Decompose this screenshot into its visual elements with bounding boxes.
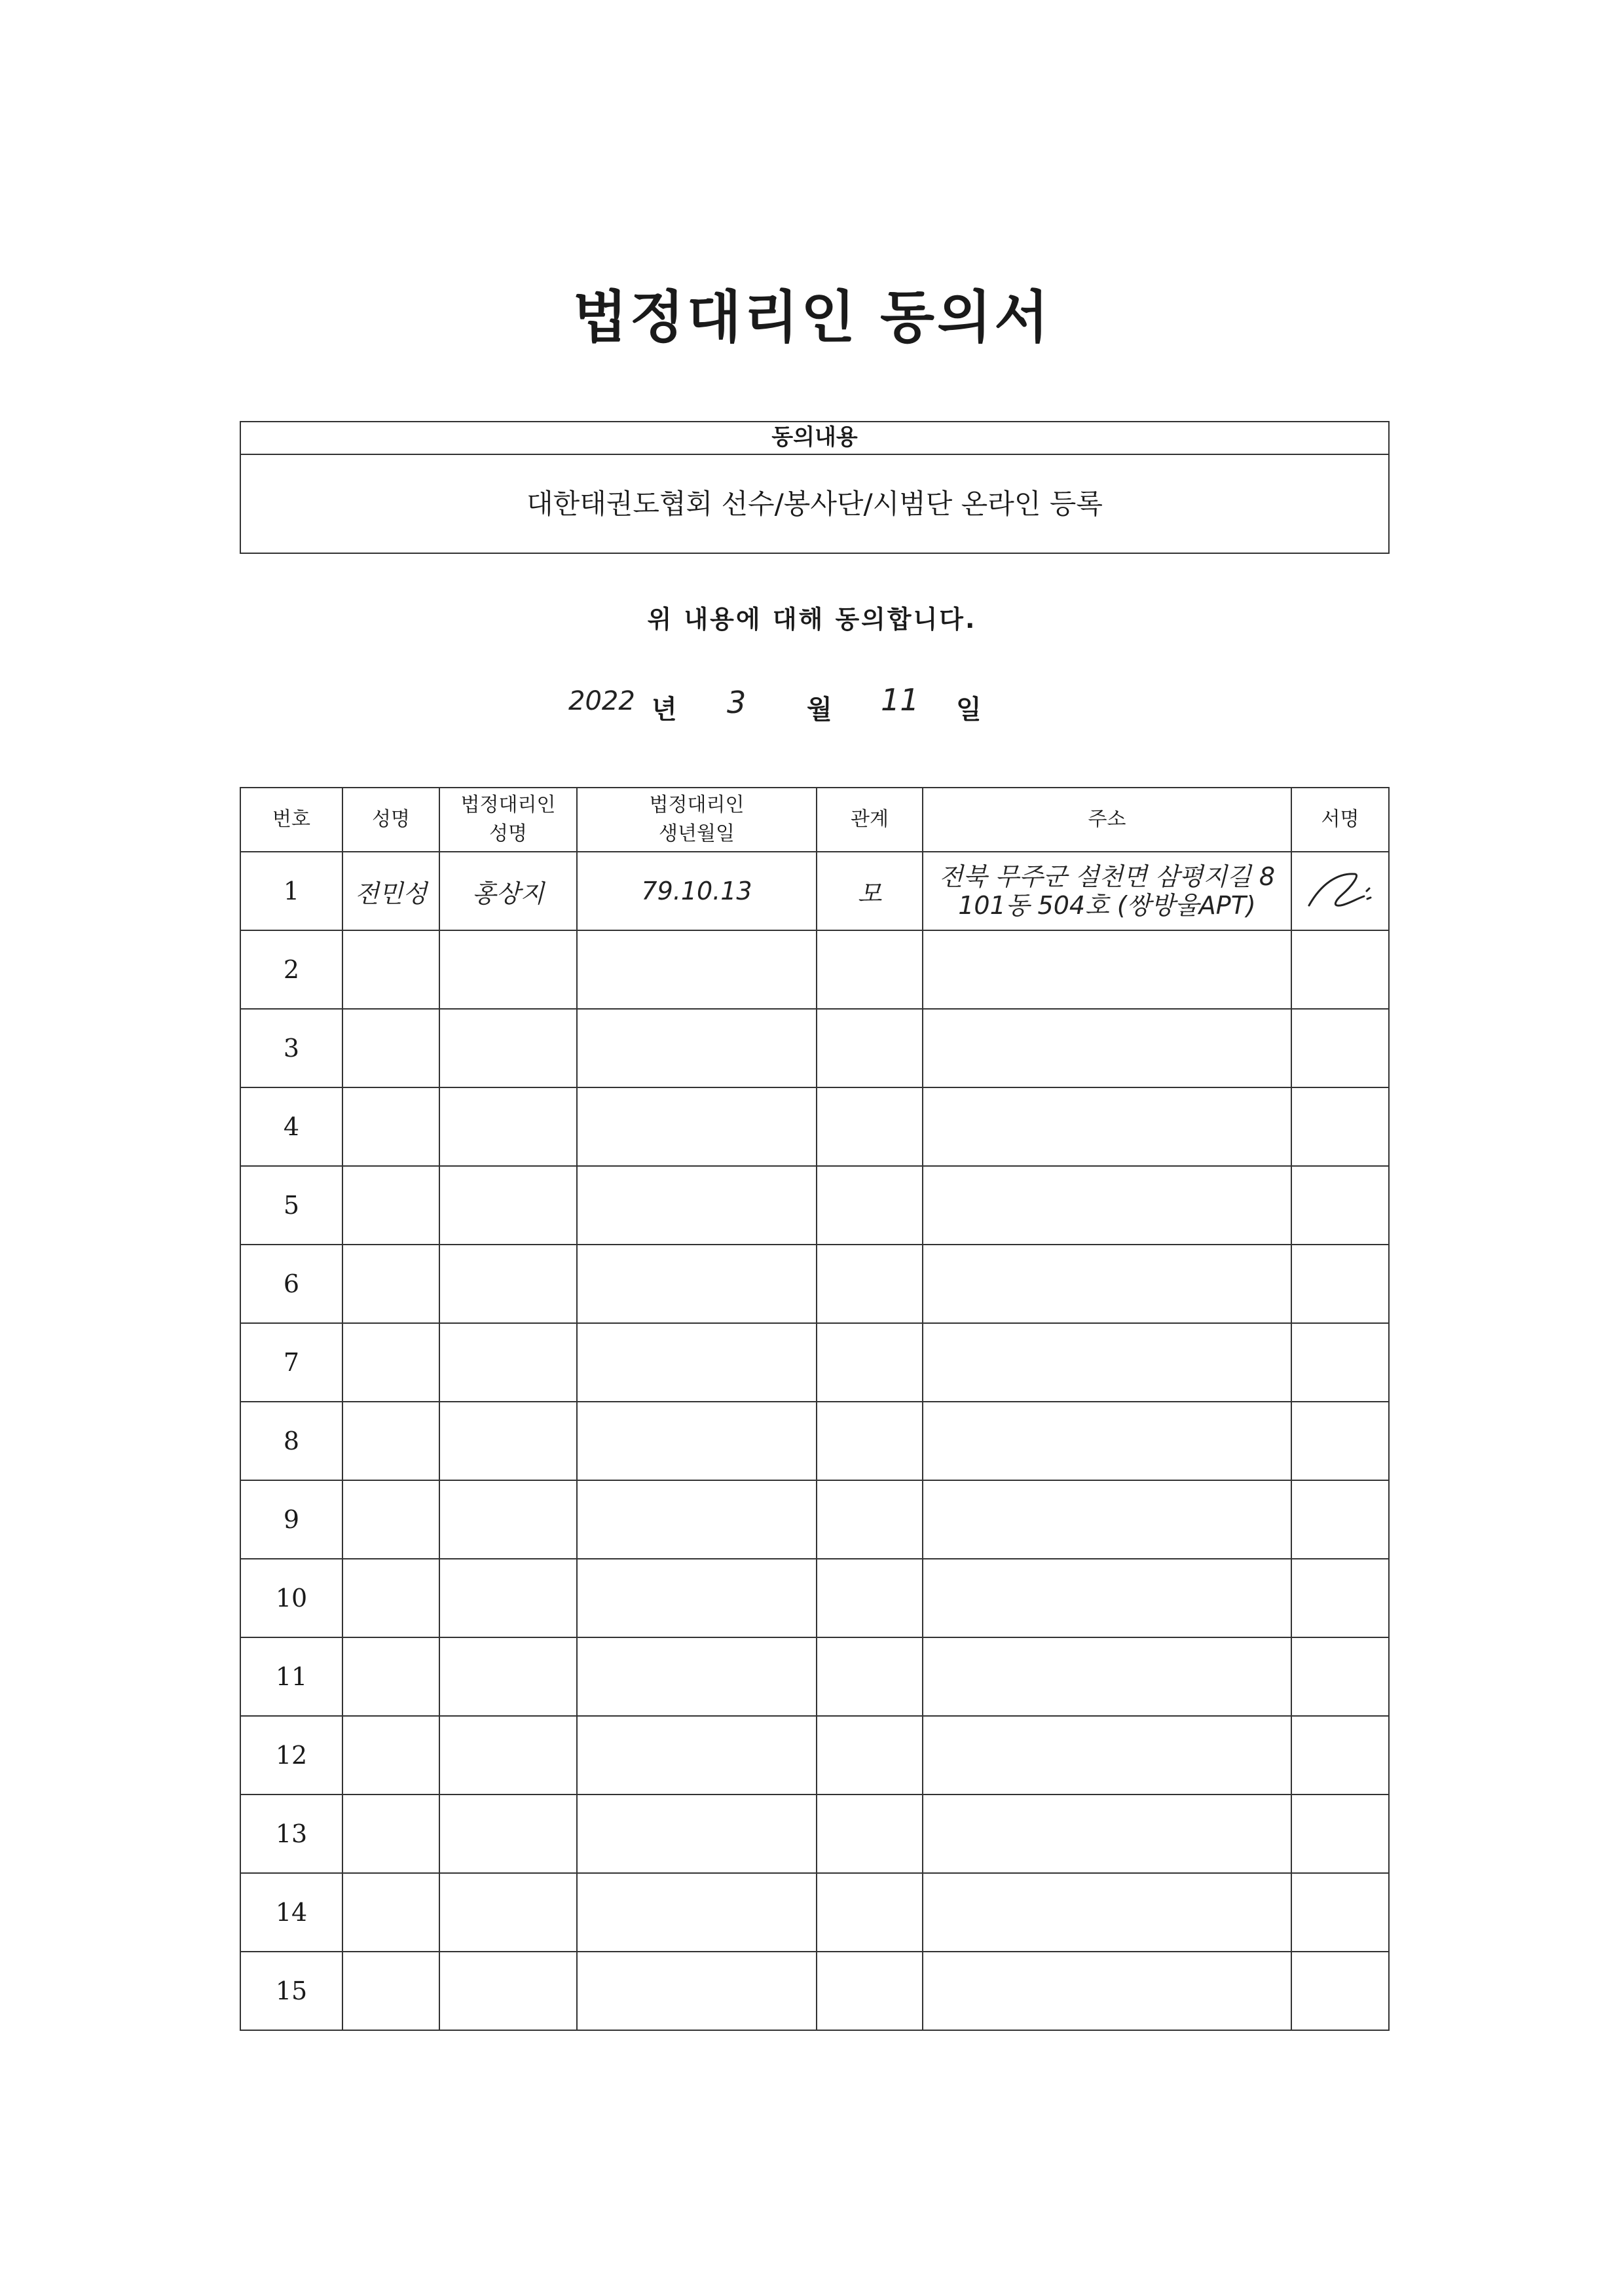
row-signature bbox=[1291, 852, 1389, 930]
row-no: 3 bbox=[240, 1009, 342, 1087]
row-guardian-birth bbox=[577, 1716, 817, 1795]
row-guardian-name bbox=[439, 1952, 577, 2030]
row-name bbox=[342, 1873, 439, 1952]
row-guardian-birth bbox=[577, 1087, 817, 1166]
row-guardian-name bbox=[439, 1480, 577, 1559]
row-relation: 모 bbox=[817, 852, 923, 930]
header-relation: 관계 bbox=[817, 788, 923, 852]
row-address bbox=[923, 1402, 1291, 1480]
row-no: 10 bbox=[240, 1559, 342, 1637]
row-guardian-birth bbox=[577, 1795, 817, 1873]
row-relation bbox=[817, 1637, 923, 1716]
table-row bbox=[240, 1873, 1389, 1952]
table-row bbox=[240, 1716, 1389, 1795]
row-no: 2 bbox=[240, 930, 342, 1009]
header-guardian-birth-line2: 생년월일 bbox=[659, 822, 735, 845]
row-guardian-name bbox=[439, 1559, 577, 1637]
row-signature bbox=[1291, 1716, 1389, 1795]
row-name bbox=[342, 1559, 439, 1637]
row-guardian-birth: 79.10.13 bbox=[577, 852, 817, 930]
row-relation bbox=[817, 1166, 923, 1245]
row-signature bbox=[1291, 1637, 1389, 1716]
row-address bbox=[923, 1087, 1291, 1166]
row-name bbox=[342, 930, 439, 1009]
row-no: 9 bbox=[240, 1480, 342, 1559]
row-relation bbox=[817, 1480, 923, 1559]
row-guardian-name bbox=[439, 1716, 577, 1795]
row-guardian-birth bbox=[577, 1166, 817, 1245]
row-signature bbox=[1291, 1952, 1389, 2030]
row-name bbox=[342, 1402, 439, 1480]
table-header-row bbox=[240, 788, 1389, 852]
consent-box bbox=[240, 421, 1390, 554]
table-row bbox=[240, 1402, 1389, 1480]
row-name: 전민성 bbox=[342, 852, 439, 930]
row-signature bbox=[1291, 1166, 1389, 1245]
row-name bbox=[342, 1952, 439, 2030]
row-guardian-name bbox=[439, 1873, 577, 1952]
row-relation bbox=[817, 1873, 923, 1952]
row-guardian-birth bbox=[577, 930, 817, 1009]
row-relation bbox=[817, 1952, 923, 2030]
row-address-line2: 101동 504호 (쌍방울APT) bbox=[958, 891, 1256, 920]
row-name bbox=[342, 1245, 439, 1323]
row-address bbox=[923, 1009, 1291, 1087]
row-no: 7 bbox=[240, 1323, 342, 1402]
row-guardian-name bbox=[439, 1087, 577, 1166]
row-guardian-birth bbox=[577, 1402, 817, 1480]
row-signature bbox=[1291, 930, 1389, 1009]
row-address-line1: 전북 무주군 설천면 삼평지길 8 bbox=[939, 862, 1275, 891]
row-address bbox=[923, 1873, 1291, 1952]
table-row bbox=[240, 1009, 1389, 1087]
row-name bbox=[342, 1637, 439, 1716]
date-day-value: 11 bbox=[881, 682, 919, 718]
header-signature: 서명 bbox=[1291, 788, 1389, 852]
row-signature bbox=[1291, 1323, 1389, 1402]
row-address bbox=[923, 1166, 1291, 1245]
row-signature bbox=[1291, 1559, 1389, 1637]
table-row bbox=[240, 1637, 1389, 1716]
date-day-label: 일 bbox=[956, 695, 982, 725]
header-address: 주소 bbox=[923, 788, 1291, 852]
row-name bbox=[342, 1480, 439, 1559]
table-row bbox=[240, 1166, 1389, 1245]
row-name bbox=[342, 1166, 439, 1245]
document-title: 법정대리인 동의서 bbox=[572, 285, 1052, 350]
table-row bbox=[240, 1480, 1389, 1559]
header-guardian-birth bbox=[577, 788, 817, 852]
table-row bbox=[240, 1952, 1389, 2030]
row-guardian-birth bbox=[577, 1009, 817, 1087]
agree-statement: 위 내용에 대해 동의합니다. bbox=[647, 605, 977, 634]
row-relation bbox=[817, 1087, 923, 1166]
row-no: 13 bbox=[240, 1795, 342, 1873]
consent-header: 동의내용 bbox=[241, 422, 1388, 455]
row-name bbox=[342, 1716, 439, 1795]
row-relation bbox=[817, 1795, 923, 1873]
row-address bbox=[923, 1637, 1291, 1716]
row-address bbox=[923, 1480, 1291, 1559]
header-name: 성명 bbox=[342, 788, 439, 852]
row-no: 11 bbox=[240, 1637, 342, 1716]
date-row bbox=[0, 681, 1624, 733]
table-row bbox=[240, 930, 1389, 1009]
row-signature bbox=[1291, 1480, 1389, 1559]
row-address bbox=[923, 1952, 1291, 2030]
date-year-label: 년 bbox=[652, 695, 677, 725]
row-address bbox=[923, 930, 1291, 1009]
row-signature bbox=[1291, 1873, 1389, 1952]
guardian-table bbox=[240, 787, 1390, 2031]
header-guardian-name-line2: 성명 bbox=[489, 822, 527, 845]
header-guardian-birth-line1: 법정대리인 bbox=[649, 793, 745, 816]
row-guardian-birth bbox=[577, 1873, 817, 1952]
row-signature bbox=[1291, 1795, 1389, 1873]
row-signature bbox=[1291, 1402, 1389, 1480]
table-row bbox=[240, 852, 1389, 930]
row-signature bbox=[1291, 1245, 1389, 1323]
row-address bbox=[923, 1323, 1291, 1402]
row-relation bbox=[817, 1323, 923, 1402]
header-no: 번호 bbox=[240, 788, 342, 852]
row-guardian-birth bbox=[577, 1245, 817, 1323]
row-guardian-birth bbox=[577, 1480, 817, 1559]
row-guardian-name bbox=[439, 1166, 577, 1245]
consent-content: 대한태권도협회 선수/봉사단/시범단 온라인 등록 bbox=[526, 488, 1103, 520]
row-guardian-name: 홍상지 bbox=[439, 852, 577, 930]
row-no: 5 bbox=[240, 1166, 342, 1245]
table-row bbox=[240, 1323, 1389, 1402]
table-row bbox=[240, 1087, 1389, 1166]
row-address bbox=[923, 852, 1291, 930]
header-guardian-name bbox=[439, 788, 577, 852]
row-guardian-name bbox=[439, 1637, 577, 1716]
table-row bbox=[240, 1795, 1389, 1873]
handwritten-signature bbox=[1301, 865, 1380, 917]
row-no: 8 bbox=[240, 1402, 342, 1480]
row-no: 14 bbox=[240, 1873, 342, 1952]
row-address bbox=[923, 1795, 1291, 1873]
row-guardian-name bbox=[439, 930, 577, 1009]
row-no: 6 bbox=[240, 1245, 342, 1323]
row-guardian-birth bbox=[577, 1952, 817, 2030]
row-guardian-name bbox=[439, 1009, 577, 1087]
row-guardian-birth bbox=[577, 1637, 817, 1716]
date-month-label: 월 bbox=[807, 695, 832, 725]
row-relation bbox=[817, 1009, 923, 1087]
row-relation bbox=[817, 1402, 923, 1480]
row-relation bbox=[817, 1716, 923, 1795]
row-guardian-birth bbox=[577, 1323, 817, 1402]
row-guardian-name bbox=[439, 1245, 577, 1323]
row-guardian-name bbox=[439, 1323, 577, 1402]
row-guardian-name bbox=[439, 1795, 577, 1873]
header-guardian-name-line1: 법정대리인 bbox=[460, 793, 556, 816]
date-year-value: 2022 bbox=[568, 686, 635, 716]
row-no: 4 bbox=[240, 1087, 342, 1166]
row-name bbox=[342, 1087, 439, 1166]
row-relation bbox=[817, 930, 923, 1009]
row-no: 12 bbox=[240, 1716, 342, 1795]
row-name bbox=[342, 1009, 439, 1087]
table-row bbox=[240, 1245, 1389, 1323]
row-name bbox=[342, 1795, 439, 1873]
row-address bbox=[923, 1559, 1291, 1637]
row-signature bbox=[1291, 1009, 1389, 1087]
row-relation bbox=[817, 1245, 923, 1323]
row-address bbox=[923, 1716, 1291, 1795]
row-signature bbox=[1291, 1087, 1389, 1166]
row-guardian-birth bbox=[577, 1559, 817, 1637]
table-row bbox=[240, 1559, 1389, 1637]
row-address bbox=[923, 1245, 1291, 1323]
date-month-value: 3 bbox=[727, 685, 747, 720]
row-no: 1 bbox=[240, 852, 342, 930]
row-relation bbox=[817, 1559, 923, 1637]
row-guardian-name bbox=[439, 1402, 577, 1480]
row-no: 15 bbox=[240, 1952, 342, 2030]
row-name bbox=[342, 1323, 439, 1402]
